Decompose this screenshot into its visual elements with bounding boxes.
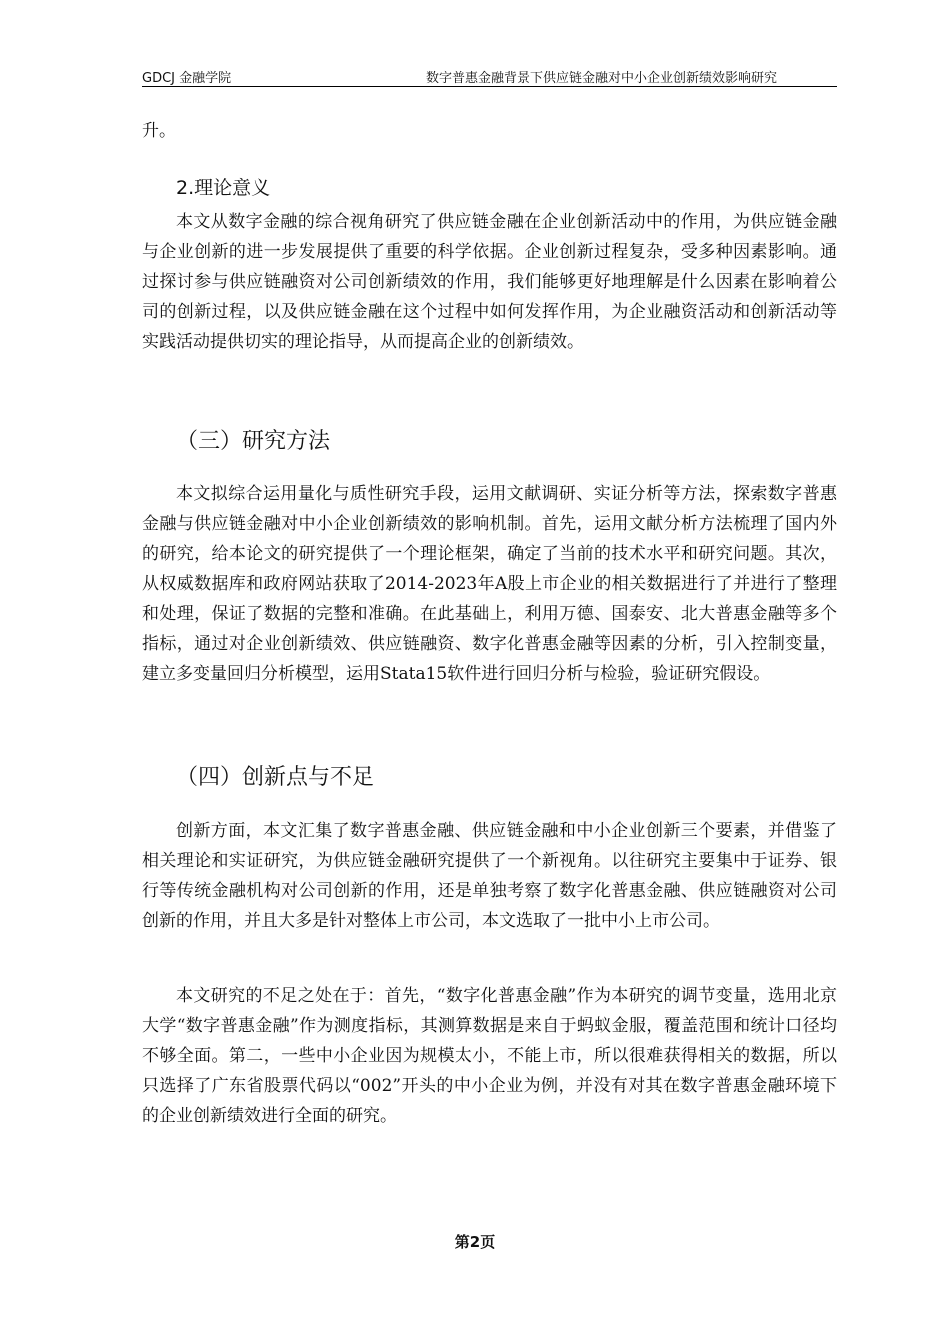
- paragraph-shortcomings: 本文研究的不足之处在于：首先，“数字化普惠金融”作为本研究的调节变量，选用北京大学“数字普惠金融”作为测度指标，其测算数据是来自于蚂蚁金服，覆盖范围和统计口径均不够全面。第二，一些中小企业因为规模太小，不能上市，所以很难获得相关的数据，所以只选择了广东省股票代码以“002”开头的中小企业为例，并没有对其在数字普惠金融环境下的企业创新绩效进行全面的研究。: [142, 986, 837, 1126]
- header-thesis-title: 数字普惠金融背景下供应链金融对中小企业创新绩效影响研究: [425, 71, 777, 86]
- section-heading-theory: 2.理论意义: [176, 177, 271, 199]
- section-heading-innovation: （四）创新点与不足: [176, 765, 375, 790]
- paragraph-theory: 本文从数字金融的综合视角研究了供应链金融在企业创新活动中的作用，为供应链金融与企业创新的进一步发展提供了重要的科学依据。企业创新过程复杂，受多种因素影响。通过探讨参与供应链融资对公司创新绩效的作用，我们能够更好地理解是什么因素在影响着公司的创新过程，以及供应链金融在这个过程中如何发挥作用，为企业融资活动和创新活动等实践活动提供切实的理论指导，从而提高企业的创新绩效。: [142, 212, 837, 352]
- paragraph-innovation: 创新方面，本文汇集了数字普惠金融、供应链金融和中小企业创新三个要素，并借鉴了相关理论和实证研究，为供应链金融研究提供了一个新视角。以往研究主要集中于证券、银行等传统金融机构对公司创新的作用，还是单独考察了数字化普惠金融、供应链融资对公司创新的作用，并且大多是针对整体上市公司，本文选取了一批中小上市公司。: [142, 821, 837, 931]
- paragraph-methods: 本文拟综合运用量化与质性研究手段，运用文献调研、实证分析等方法，探索数字普惠金融与供应链金融对中小企业创新绩效的影响机制。首先，运用文献分析方法梳理了国内外的研究，给本论文的研究提供了一个理论框架，确定了当前的技术水平和研究问题。其次，从权威数据库和政府网站获取了2014-2023年A股上市企业的相关数据进行了并进行了整理和处理，保证了数据的完整和准确。在此基础上，利用万德、国泰安、北大普惠金融等多个指标，通过对企业创新绩效、供应链融资、数字化普惠金融等因素的分析，引入控制变量，建立多变量回归分析模型，运用Stata15软件进行回归分析与检验，验证研究假设。: [142, 484, 837, 684]
- section-heading-methods: （三）研究方法: [176, 429, 331, 454]
- header-institution: GDCJ 金融学院: [142, 71, 232, 86]
- continuation-text: 升。: [142, 121, 176, 141]
- page-number: 第2页: [454, 1233, 496, 1251]
- page-header: [142, 66, 837, 87]
